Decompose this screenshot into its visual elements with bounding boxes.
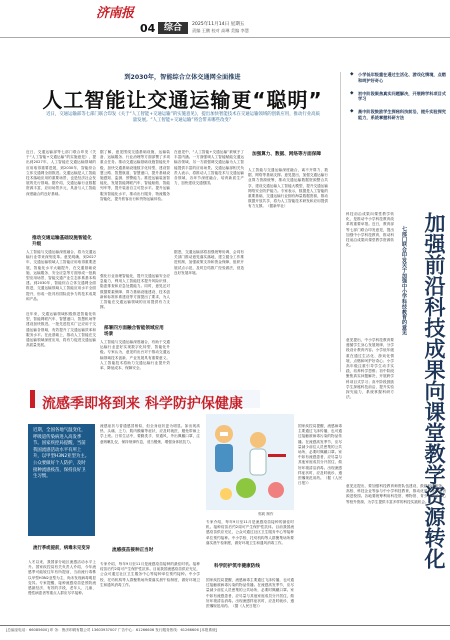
teaser-text: 初中阶段聚焦真实问题解决，开展跨学科项目式学习 <box>358 90 446 102</box>
page-number: 04 <box>140 22 156 35</box>
lead-subhead-1-text: 推动交通运输基础设施智能化升级 <box>32 236 92 247</box>
teaser-text: 小学低年级重在通过生活化、游戏化情境，点燃和呵护好奇心 <box>358 72 446 83</box>
footer-info: [总编室电话：66085600] 印 务：鲁济印刷有限公司 13603937007 广告中心：61266606 发行服务热线：61266606 [本报系统] <box>6 628 218 632</box>
feature-teasers <box>350 72 446 204</box>
lead-subhead-3: 加强算力、数据、网络等方面保障 <box>252 152 321 157</box>
section-label: 综合 <box>158 22 188 34</box>
lead-kicker: 到2030年，智能综合立体交通网全面推进 <box>124 74 241 81</box>
flu-body-col-2: 流感症状与普通感冒相似，但全身症状更为明显。如出现高热、头痛、乏力、肌肉酸痛等症状，应及时就医，避免带病上学上班。日常生活中，要勤洗手、常通风，外出佩戴口罩，注意咳嗽礼仪，保持规律作息，适当锻炼，增强身体抵抗力。 <box>100 424 200 444</box>
issue-date: 2025年11月14日 星期五 <box>192 22 245 27</box>
bullet-icon: ◆ <box>350 109 354 115</box>
illustration-credit: 郭莉 制作 <box>258 512 274 516</box>
lead-body-col-4: 人工智能与交通运输深度融合，离不开算力、数据、网络等基础支撑。意见提出，加强交通运输行业算力资源统筹，推动交通运输数据资源整合共享，建设交通运输人工智能大模型，提升交通运输网络安全防护能力。专家表示，数据是人工智能的重要基础，交通运输行业拥有海量数据资源，推动数据开放共享，将为人工智能技术研发和应用提供有力支撑。（据新华社） <box>248 168 328 209</box>
teaser-item <box>350 72 446 84</box>
flu-headline: 流感季即将到来 科学防护保健康 <box>42 396 243 412</box>
feature-body-col-2: 意见提出，中小学科技教育要遵循学生身心发展规律，分学段设计教育内容。小学低年级重在通过生活化、游戏化情境，点燃和呵护好奇心；小学高年级注重引导学生动手实践，培养科学思维；初中阶段聚焦真实问题解决，开展跨学科项目式学习；高中阶段鼓励学生探秘科技前沿，提升实验探究能力，系统掌握科研方法。 <box>346 338 394 400</box>
newspaper-masthead: 济南报 <box>96 6 134 21</box>
flu-summary-subhead: 流行季或提前，病毒未见变异 <box>33 546 91 551</box>
column-divider <box>340 72 341 372</box>
flu-subhead-2: 科学防护筑牢健康防线 <box>214 564 260 569</box>
flu-body-col-2b: 专家介绍，每年9月至11月是流感疫苗接种的最佳时机。接种疫苗后约2周可产生保护性抗体。目前我国流感疫苗供应充足，公众可通过社区卫生服务中心等接种单位预约接种。中小学校、托幼机构等人群聚集场所要落实晨午检制度，做好环境卫生和通风消毒工作。 <box>100 562 200 587</box>
flu-body-col-3b: 国家疾控局提醒，流感病毒主要通过飞沫传播，也可通过接触被病毒污染的物品传播。在流感高发季节，应尽量减少前往人员密集的公共场所，必要时佩戴口罩。家中如有流感患者，应尽量与其他家庭成员分开居住，做好环境清洁消毒。出现流感样症状时，应及时就诊，遵医嘱规范用药。（据《人民日报》） <box>206 578 294 609</box>
footer-divider <box>0 625 450 626</box>
teaser-item <box>350 91 446 103</box>
flu-body-col-3a: 专家介绍，每年9月至11月是流感疫苗接种的最佳时机。接种疫苗后约2周可产生保护性抗体。目前我国流感疫苗供应充足，公众可通过社区卫生服务中心等接种单位预约接种。中小学校、托幼机构等人群聚集场所要落实晨午检制度，做好环境卫生和通风消毒工作。 <box>206 520 294 545</box>
lead-body-col-1a: 近日，交通运输部等七部门联合印发《关于“人工智能+交通运输”的实施意见》，提出到2027年，人工智能在交通运输领域的应用取得重要进展，到2030年，智能综合立体交通网全面推进。交通运输是人工智能技术落地应用的重要场景，也是经济社会发展的先行领域。据介绍，交通运输行业数据资源丰富，应用场景多元，具备与人工智能深度融合的良好基础。 <box>26 150 96 196</box>
lead-body-col-3a: 在意见中，“人工智能+交通运输”被赋予了丰富内涵。一方面强调人工智能赋能交通运输各领域，另一方面强调交通运输为人工智能提供丰富的应用场景。交通运输部相关负责人表示，将推动人工智能技术与交通运输各领域、各环节深度融合，培育新质生产力，加快建设交通强国。 <box>174 150 244 186</box>
lead-subhead-1 <box>32 236 96 248</box>
flu-summary-box: 近期，全国各地气温变化，呼吸道传染病进入高发季节。国家疾控局提醒，当前我国流感活动水平有所上升，以甲型H3N2亚型为主。公众要做好个人防护，及时接种流感疫苗，保持良好卫生习惯。 <box>28 424 95 536</box>
feature-headline: 加强前沿科技成果向课堂教学资源转化 <box>422 212 446 569</box>
lead-body-col-3b: 据悉，交通运输部将加强统筹协调，会同有关部门推动意见落实落地，建立健全工作推进机制，加强政策支持和资金保障，组织开展试点示范，及时总结推广经验做法，营造良好发展环境。 <box>174 250 244 275</box>
header-divider <box>0 37 450 38</box>
flu-body-col-1: 入冬以来，我国部分地区流感活动水平上升。国家疾控局有关负责人介绍，今年流感季可能较往年有所提前，当前流行毒株以甲型H3N2亚型为主，尚未发现病毒明显变异。专家提醒，接种流感疫苗是预防流感最经济、有效的手段，老年人、儿童、慢性病患者等重点人群应尽早接种。 <box>28 560 96 596</box>
flu-subhead-1: 流感疫苗接种正当时 <box>112 548 154 553</box>
lead-body-col-2c: 人工智能与交通运输深度融合，有助于交通运输行业更好实现数字化转型、智能化升级。专家认为，意见的出台对于推动交通运输领域技术创新、产业发展具有重要意义。人工智能技术将助力交通运输行业提升效率、降低成本、保障安全。 <box>100 340 170 371</box>
teaser-text: 高中阶段鼓励学生探秘科技前沿，提升实验探究能力，系统掌握科研方法 <box>358 109 446 120</box>
lead-body-col-2a: 据了解，意见围绕交通基础设施、运输装备、运输服务、行业治理等方面部署了多项重点任务。推动交通运输基础设施智能化升级，加快交通基础设施数字化转型，建设智慧公路、智慧航道、智慧港口，提升基础设施感知、监测、预警能力。推进运输装备智能化，发展智能网联汽车、智能船舶、智能列车等，提升装备自主可控水平。提升运输服务智能化水平，推动出行服务、物流服务智能化，提升旅客出行和货物运输体验。 <box>100 150 170 201</box>
lead-headline: 人工智能让交通运输更“聪明” <box>42 88 323 112</box>
flu-prevention-illustration <box>206 414 294 510</box>
bullet-icon: ◆ <box>350 90 354 96</box>
feature-subheadline: 七部门联合印发关于加强中小学科技教育的意见 <box>401 226 407 336</box>
lead-subhead-2: 部署四方面融合智能领域应用场景 <box>104 326 164 337</box>
lead-body-col-2b: 强化行业治理智能化，提升交通运输安全应急能力，利用人工智能技术提升风险识别、隐患排查和应急处置能力。同时，意见还对数据要素保障、算力基础设施建设、技术创新和标准体系建设等方面提出了要求，为人工智能在交通运输领域的应用提供有力支撑。 <box>100 274 170 310</box>
feature-body-col-1: 科技前沿成果向课堂教学转化，是推动中小学科技教育改革的重要举措。近日，教育部等七部门联合印发意见，提出加强中小学科技教育，推动科技前沿成果向课堂教学资源转化。 <box>346 212 394 248</box>
lead-body-col-1b: 人工智能与交通运输深度融合，将为交通运输行业带来深刻变革。意见明确，到2027年，交通运输领域人工智能应用取得重要进展，智能化水平大幅提升，在交通基础设施、运输服务、安全应急等方面形成一批典型应用场景，智能交通产业生态体系基本构建。到2030年，智能综合立体交通网全面推进，交通运输领域人工智能应用水平全面提升，形成一批具有国际竞争力的技术成果和产品。 <box>26 250 96 301</box>
editor-credits: 责编 王鹏 校对 高琳 美编 李慧 <box>192 28 249 33</box>
flu-body-col-4: 国家疾控局提醒，流感病毒主要通过飞沫传播，也可通过接触被病毒污染的物品传播。在流感高发季节，应尽量减少前往人员密集的公共场所，必要时佩戴口罩。家中如有流感患者，应尽量与其他家庭成员分开居住，做好环境清洁消毒。出现流感样症状时，应及时就诊，遵医嘱规范用药。（据《人民日报》） <box>298 424 342 486</box>
feature-body-col-3: 意见还提出，要加强科技教育师资队伍建设，鼓励科研院所、高校、科技企业等参与中小学科技教育，推动优质科技教育资源进校园。各地要统筹利用科技馆、博物馆、青少年活动中心等校外资源，为学生提供丰富多样的科技实践机会。 <box>346 484 446 504</box>
teaser-item <box>350 109 446 121</box>
bullet-icon: ◆ <box>350 72 354 77</box>
lead-body-col-1c: 近年来，交通运输领域积极推进智能化转型，智能网联汽车、智慧港口、智慧机场等建设加快推进。一批先进技术广泛应用于交通运输各领域，有效提升了交通运输效率和服务水平。在此基础上，推动人工智能在交通运输领域深度应用，将有力促进交通运输高质量发展。 <box>26 312 96 348</box>
lead-deck: 近日，交通运输部等七部门联合印发《关于“人工智能+交通运输”的实施意见》，提出加快智能技术在交通运输领域的创新应用，推动行业高质量发展。“人工智能+交通运输”将会带来哪些改变？ <box>46 112 320 124</box>
